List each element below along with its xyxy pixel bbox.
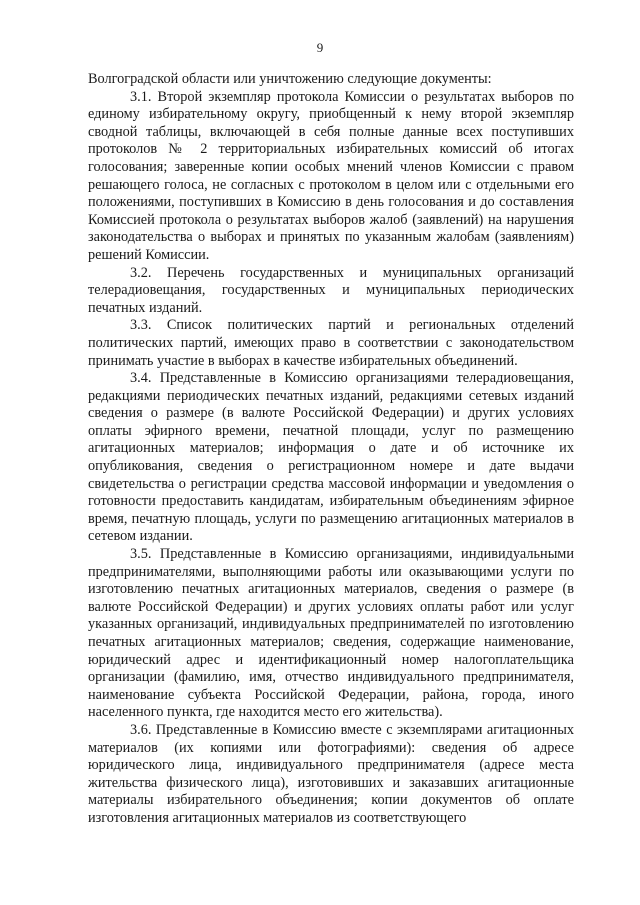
document-body <box>88 71 574 828</box>
paragraph-3-5: 3.5. Представленные в Комиссию организациями, индивидуальными предпринимателями, выполняющими работы или оказывающими услуги по изготовлению печатных агитационных материалов, сведения о размере (в валюте Российской Федерации) и других условиях оплаты работ или услуг указанных организаций, индивидуальных предпринимателей по изготовлению печатных агитационных материалов; сведения, содержащие наименование, юридический адрес и идентификационный номер налогоплательщика организации (фамилию, имя, отчество индивидуального предпринимателя, наименование субъекта Российской Федерации, района, города, иного населенного пункта, где находится место его жительства). <box>88 546 574 721</box>
page-number: 9 <box>316 40 324 55</box>
paragraph-3-6: 3.6. Представленные в Комиссию вместе с экземплярами агитационных материалов (их копиями или фотографиями): сведения об адресе юридического лица, индивидуального предпринимателя (адресе места жительства физического лица), изготовивших и заказавших агитационные материалы избирательного объединения; копии документов об оплате изготовления агитационных материалов из соответствующего <box>88 721 574 826</box>
paragraph-3-2: 3.2. Перечень государственных и муниципальных организаций телерадиовещания, государственных и муниципальных периодических печатных изданий. <box>88 264 574 316</box>
paragraph-3-4: 3.4. Представленные в Комиссию организациями телерадиовещания, редакциями периодических печатных изданий, редакциями сетевых изданий сведения о размере (в валюте Российской Федерации) и других условиях оплаты эфирного времени, печатной площади, услуг по размещению агитационных материалов; информация о дате и об источнике их опубликования, сведения о регистрационном номере и дате выдачи свидетельства о регистрации средства массовой информации и уведомления о готовности предоставить кандидатам, избирательным объединениям эфирное время, печатную площадь, услуги по размещению агитационных материалов в сетевом издании. <box>88 370 574 545</box>
paragraph-3-3: 3.3. Список политических партий и региональных отделений политических партий, имеющих право в соответствии с законодательством принимать участие в выборах в качестве избирательных объединений. <box>88 317 574 369</box>
paragraph-intro: Волгоградской области или уничтожению следующие документы: <box>88 71 492 87</box>
paragraph-3-1: 3.1. Второй экземпляр протокола Комиссии о результатах выборов по единому избирательному округу, приобщенный к нему второй экземпляр сводной таблицы, включающей в себя полные данные всех поступивших протоколов № 2 территориальных избирательных комиссий об итогах голосования; заверенные копии особых мнений членов Комиссии с правом решающего голоса, не согласных с протоколом в целом или с отдельными его положениями, поступивших в Комиссию в день голосования и до составления Комиссией протокола о результатах выборов жалоб (заявлений) на нарушения законодательства о выборах и принятых по указанным жалобам (заявлениям) решений Комиссии. <box>88 88 574 263</box>
